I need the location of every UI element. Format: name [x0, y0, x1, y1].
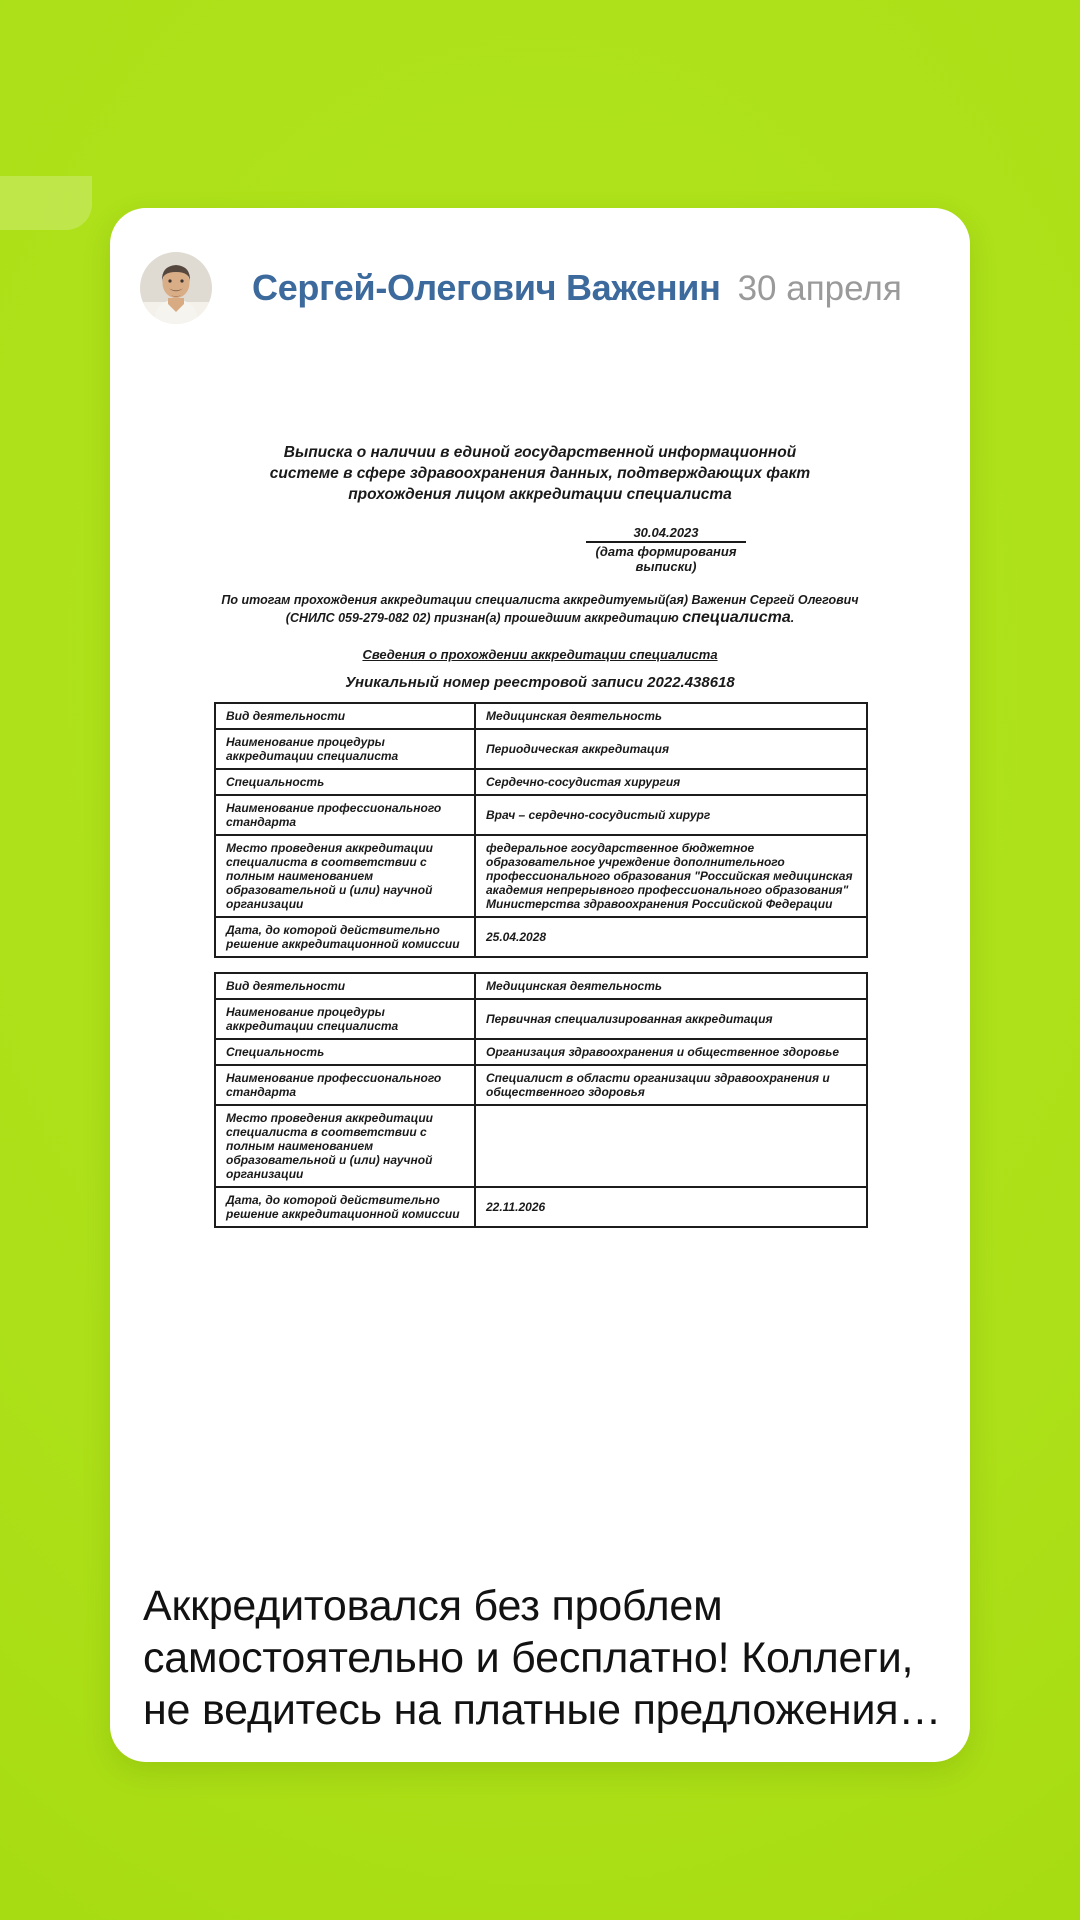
document-issue-date: 30.04.2023	[586, 525, 746, 543]
document-intro-period: .	[790, 611, 795, 625]
row-value: Медицинская деятельность	[475, 973, 867, 999]
row-value: Специалист в области организации здравоохранения и общественного здоровья	[475, 1065, 867, 1105]
row-value: Организация здравоохранения и общественное здоровье	[475, 1039, 867, 1065]
document-title	[214, 442, 866, 505]
row-label: Место проведения аккредитации специалиста в соответствии с полным наименованием образовательной и (или) научной организации	[215, 1105, 475, 1187]
table-row	[215, 999, 867, 1039]
row-label: Дата, до которой действительно решение аккредитационной комиссии	[215, 1187, 475, 1227]
row-label: Специальность	[215, 1039, 475, 1065]
document-title-line: прохождения лицом аккредитации специалиста	[348, 486, 732, 503]
table-row	[215, 795, 867, 835]
table-row	[215, 1039, 867, 1065]
document-intro-emphasis: специалиста	[682, 609, 791, 626]
table-row	[215, 769, 867, 795]
row-value: 22.11.2026	[475, 1187, 867, 1227]
post-date: 30 апреля	[737, 269, 902, 308]
row-label: Наименование профессионального стандарта	[215, 795, 475, 835]
row-value: 25.04.2028	[475, 917, 867, 957]
avatar[interactable]	[140, 252, 212, 324]
row-value: Первичная специализированная аккредитация	[475, 999, 867, 1039]
row-value: Периодическая аккредитация	[475, 729, 867, 769]
table-row	[215, 729, 867, 769]
document-intro	[214, 592, 866, 627]
table-row	[215, 917, 867, 957]
author-name[interactable]: Сергей-Олегович Важенин	[252, 267, 721, 308]
row-label: Место проведения аккредитации специалиста в соответствии с полным наименованием образовательной и (или) научной организации	[215, 835, 475, 917]
background-card-corner	[0, 176, 92, 230]
row-label: Наименование процедуры аккредитации специалиста	[215, 999, 475, 1039]
table-row	[215, 1065, 867, 1105]
row-value	[475, 1105, 867, 1187]
row-value: Медицинская деятельность	[475, 703, 867, 729]
document-date-caption: (дата формирования выписки)	[595, 544, 737, 574]
table-row	[215, 973, 867, 999]
table-row	[215, 1187, 867, 1227]
author-line	[252, 267, 902, 309]
accreditation-table-2	[214, 972, 868, 1228]
row-label: Дата, до которой действительно решение аккредитационной комиссии	[215, 917, 475, 957]
row-value: Врач – сердечно-сосудистый хирург	[475, 795, 867, 835]
post-comment-text: Аккредитовался без проблем самостоятельно и бесплатно! Коллеги, не ведитесь на платные предложения…	[143, 1582, 942, 1734]
row-value: федеральное государственное бюджетное образовательное учреждение дополнительного профессионального образования "Российская медицинская академия непрерывного профессионального образования" Министерства здравоохранения Российской Федерации	[475, 835, 867, 917]
document-intro-text: По итогам прохождения аккредитации специалиста аккредитуемый(ая) Важенин Сергей Олегович (СНИЛС 059-279-082 02) признан(а) прошедшим аккредитацию	[221, 593, 859, 625]
accreditation-table-1	[214, 702, 868, 958]
document-registry-number: Уникальный номер реестровой записи 2022.438618	[345, 674, 735, 691]
row-label: Вид деятельности	[215, 703, 475, 729]
row-label: Наименование процедуры аккредитации специалиста	[215, 729, 475, 769]
document-date-block	[586, 525, 746, 574]
table-row	[215, 1105, 867, 1187]
document-title-line: Выписка о наличии в единой государственной информационной	[283, 444, 797, 461]
document-section-heading: Сведения о прохождении аккредитации специалиста	[362, 647, 718, 662]
document-attachment[interactable]	[214, 442, 866, 1228]
row-label: Специальность	[215, 769, 475, 795]
document-title-line: системе в сфере здравоохранения данных, подтверждающих факт	[269, 465, 811, 482]
row-label: Вид деятельности	[215, 973, 475, 999]
row-label: Наименование профессионального стандарта	[215, 1065, 475, 1105]
post-card	[110, 208, 970, 1762]
row-value: Сердечно-сосудистая хирургия	[475, 769, 867, 795]
table-row	[215, 703, 867, 729]
post-header	[140, 243, 940, 333]
avatar-photo	[140, 252, 212, 324]
table-row	[215, 835, 867, 917]
